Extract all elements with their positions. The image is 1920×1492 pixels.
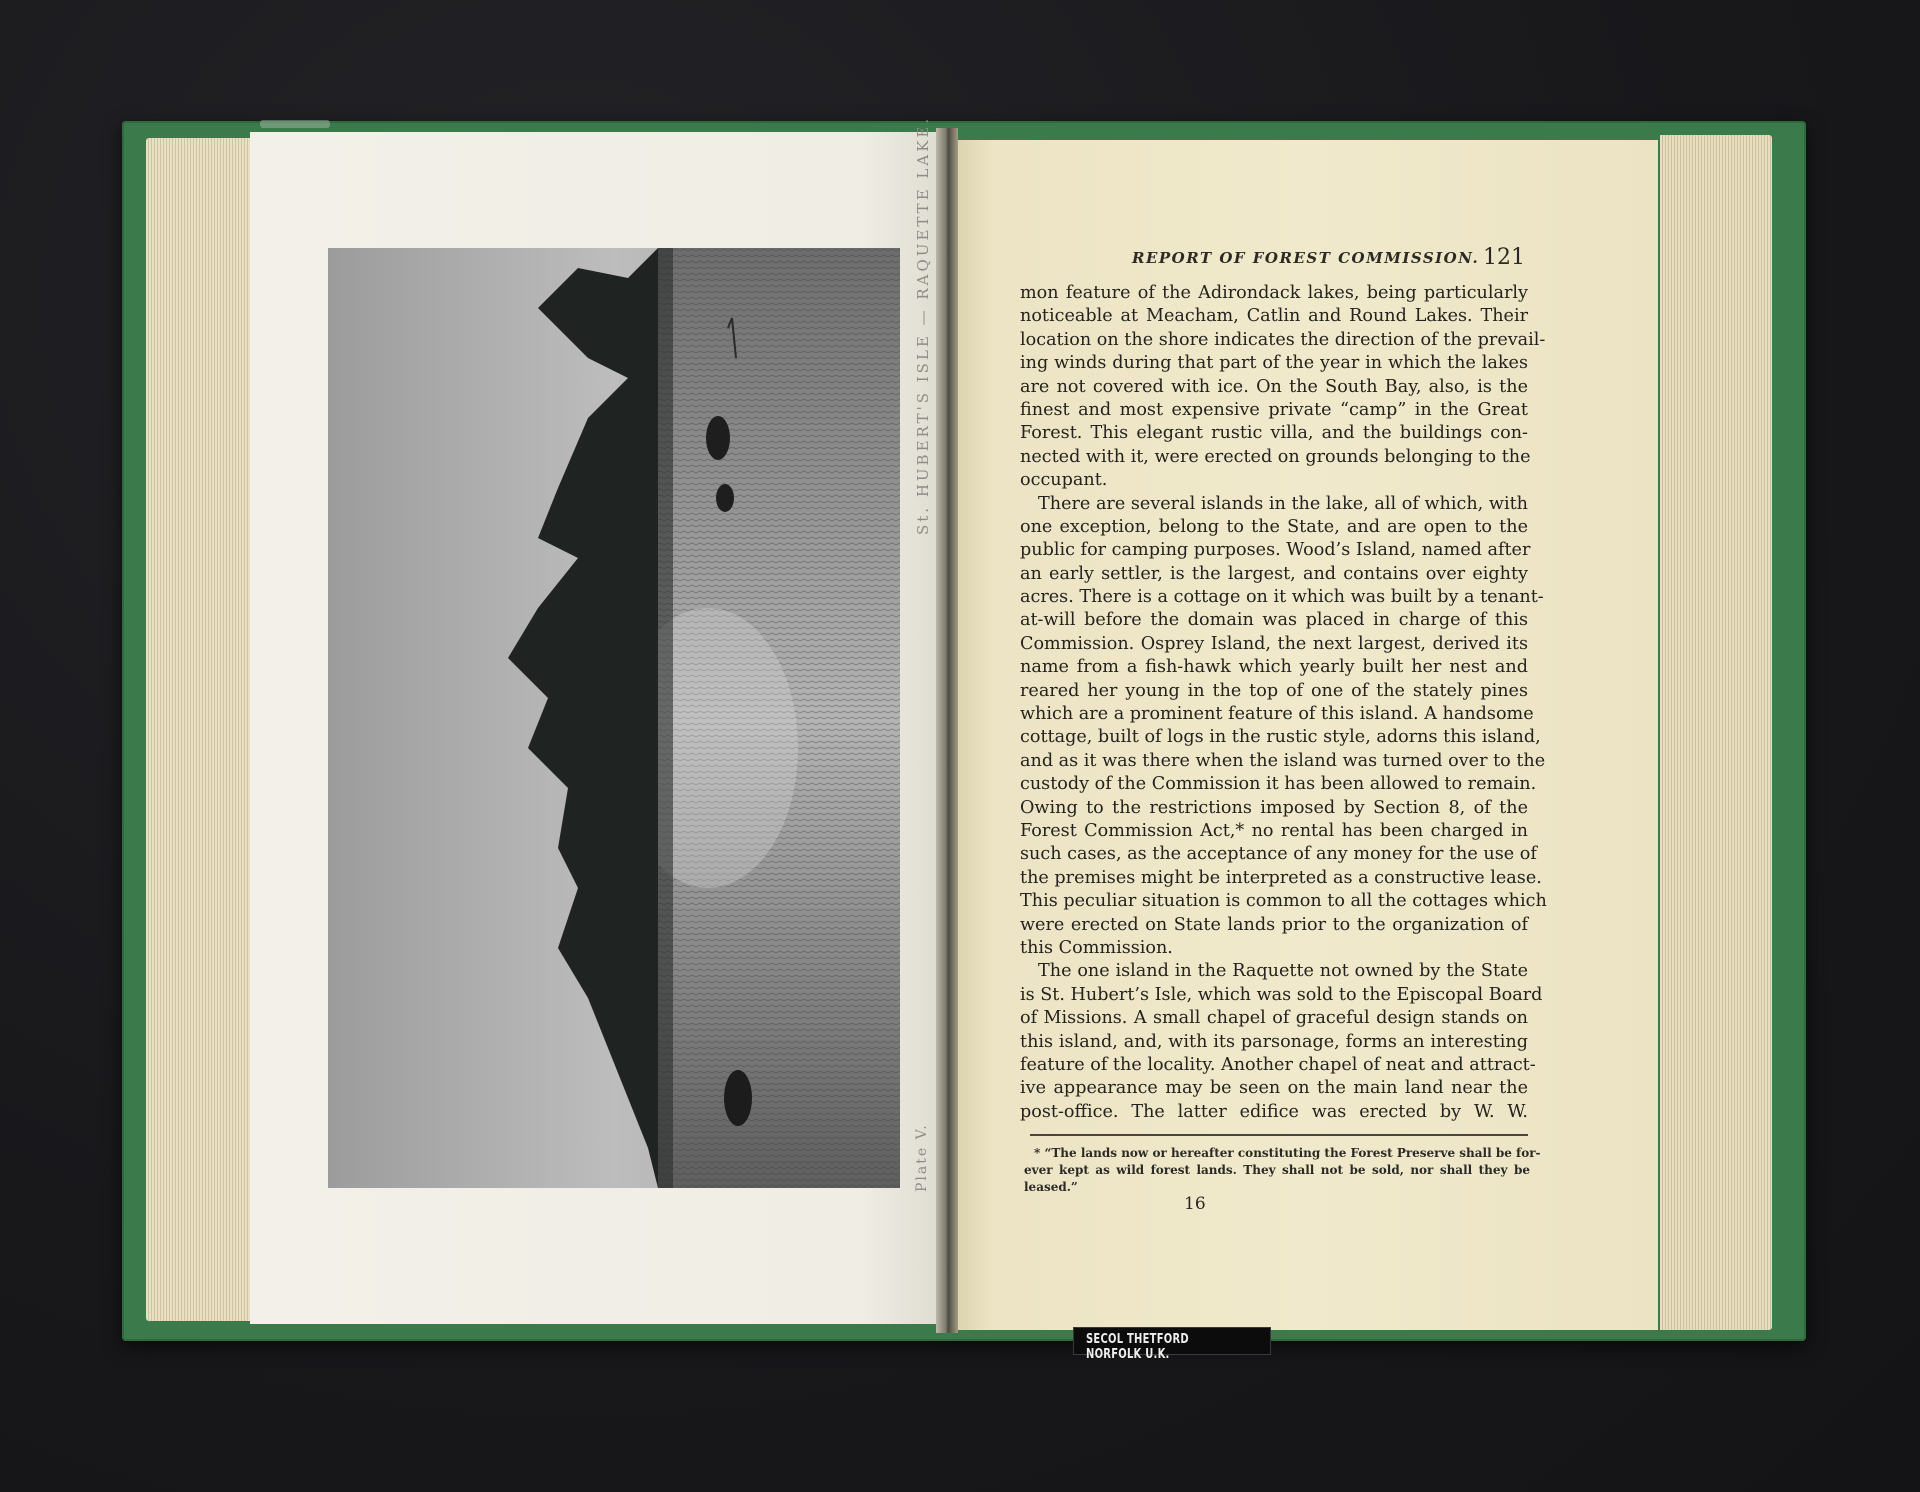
text-line: Commission. Osprey Island, the next largest, derived its [1020,633,1528,654]
text-line: acres. There is a cottage on it which was built by a tenant- [1020,587,1544,608]
text-line: which are a prominent feature of this island. A handsome [1020,704,1534,725]
running-title: REPORT OF FOREST COMMISSION. [1132,249,1480,267]
text-line: such cases, as the acceptance of any money for the use of [1020,844,1537,865]
text-line: reared her young in the top of one of the stately pines [1020,680,1528,701]
text-line: ing winds during that part of the year in which the lakes [1020,353,1528,374]
page-number: 121 [1483,245,1525,270]
text-line: public for camping purposes. Wood’s Island, named after [1020,540,1531,561]
page-edges-right [1660,135,1772,1330]
book-gutter [936,128,958,1333]
running-head [1020,245,1525,275]
text-line: post-office. The latter edifice was erected by W. W. [1020,1101,1528,1122]
text-line: are not covered with ice. On the South Bay, also, is the [1020,376,1528,397]
footnote-line: leased.” [1024,1180,1078,1194]
text-line: The one island in the Raquette not owned by the State [1038,961,1528,982]
text-line: finest and most expensive private “camp” in the Great [1020,399,1528,420]
footnote-line: * “The lands now or hereafter constituting the Forest Preserve shall be for- [1034,1146,1541,1160]
body-text [1020,282,1547,1124]
binding-label [1073,1327,1271,1362]
text-line: Forest. This elegant rustic villa, and the buildings con- [1020,423,1528,444]
text-line: at-will before the domain was placed in charge of this [1020,610,1528,631]
text-line: ive appearance may be seen on the main land near the [1020,1078,1528,1099]
text-line: This peculiar situation is common to all the cottages which [1020,891,1547,912]
binding-label-text: SECOL THETFORD NORFOLK U.K. [1086,1332,1189,1362]
text-line: and as it was there when the island was turned over to the [1020,750,1546,771]
text-line: custody of the Commission it has been allowed to remain. [1020,774,1537,795]
text-line: the premises might be interpreted as a constructive lease. [1020,867,1542,888]
text-line: one exception, belong to the State, and are open to the [1020,516,1528,537]
cover-wear [260,120,330,128]
text-line: noticeable at Meacham, Catlin and Round Lakes. Their [1020,306,1528,327]
lake-photo-illustration [328,248,900,1188]
text-line: name from a fish-hawk which yearly built her nest and [1020,657,1528,678]
text-line: There are several islands in the lake, all of which, with [1038,493,1528,514]
plate-caption-text: St. HUBERT'S ISLE — RAQUETTE LAKE. [914,115,932,535]
text-line: this island, and, with its parsonage, forms an interesting [1020,1031,1528,1052]
text-line: an early settler, is the largest, and contains over eighty [1020,563,1528,584]
text-line: nected with it, were erected on grounds belonging to the [1020,446,1531,467]
signature-mark: 16 [1184,1194,1206,1214]
footnote-rule [1030,1134,1528,1136]
plate-number-text: Plate V. [914,1123,930,1192]
footnote [1024,1145,1541,1196]
text-line: Owing to the restrictions imposed by Section 8, of the [1020,797,1528,818]
text-line: were erected on State lands prior to the organization of [1020,914,1528,935]
text-line: mon feature of the Adirondack lakes, being particularly [1020,283,1528,303]
plate-photograph [328,248,900,1188]
text-line: Forest Commission Act,* no rental has been charged in [1020,820,1528,841]
text-line: is St. Hubert’s Isle, which was sold to the Episcopal Board [1020,984,1543,1005]
text-line: location on the shore indicates the direction of the prevail- [1020,329,1546,350]
text-line: of Missions. A small chapel of graceful design stands on [1020,1008,1528,1029]
text-line: feature of the locality. Another chapel of neat and attract- [1020,1054,1536,1075]
footnote-line: ever kept as wild forest lands. They shall not be sold, nor shall they be [1024,1163,1530,1177]
text-line: this Commission. [1020,937,1173,958]
text-line: cottage, built of logs in the rustic style, adorns this island, [1020,727,1541,748]
page-edges-left [146,138,258,1321]
text-line: occupant. [1020,470,1108,491]
